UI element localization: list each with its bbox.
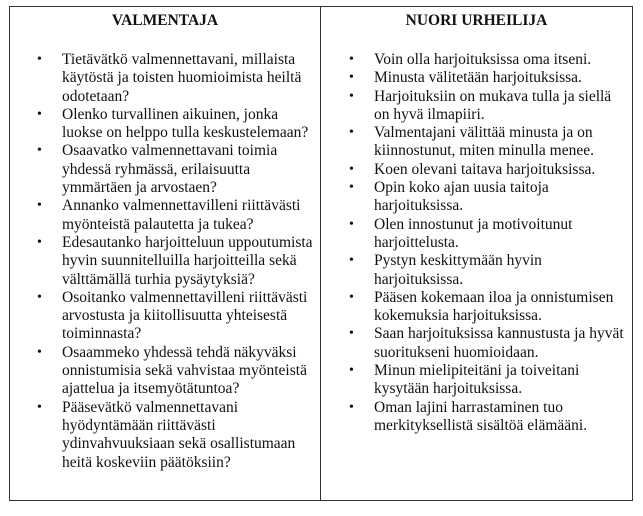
bullet-icon: • — [349, 326, 354, 342]
athlete-statement-list — [321, 51, 626, 435]
list-item — [321, 124, 626, 161]
comparison-table — [9, 6, 633, 501]
list-item-text: Pystyn keskittymään hyvin harjoituksissa. — [374, 252, 542, 288]
list-item — [321, 289, 626, 326]
list-item-text: Edesautanko harjoitteluun uppoutumista hyvin suunnitelluilla harjoitteilla sekä välttämällä turhia pysäytyksiä? — [62, 233, 313, 288]
bullet-icon: • — [349, 180, 354, 196]
list-item-text: Oman lajini harrastaminen tuo merkityksellistä sisältöä elämääni. — [374, 398, 588, 434]
list-item — [321, 161, 626, 179]
list-item-text: Minusta välitetään harjoituksissa. — [374, 69, 582, 87]
list-item — [10, 234, 314, 289]
athlete-column — [321, 7, 632, 500]
list-item — [10, 289, 314, 344]
list-item — [321, 362, 626, 399]
bullet-icon: • — [37, 344, 42, 360]
list-item-text: Olenko turvallinen aikuinen, jonka luokse on helppo tulla keskustelemaan? — [62, 105, 309, 142]
list-item — [10, 106, 314, 143]
list-item — [321, 325, 626, 362]
bullet-icon: • — [37, 289, 42, 305]
list-item — [10, 142, 314, 197]
bullet-icon: • — [349, 253, 354, 269]
list-item-text: Osaammeko yhdessä tehdä näkyväksi onnistumisia sekä vahvistaa myönteistä ajattelua ja itsemyötätuntoa? — [62, 343, 307, 398]
list-item-text: Saan harjoituksissa kannustusta ja hyvät suoritukseni huomioidaan. — [374, 325, 624, 361]
list-item-text: Olen innostunut ja motivoitunut harjoittelusta. — [374, 215, 573, 251]
bullet-icon: • — [349, 363, 354, 379]
list-item-text: Tietävätkö valmennettavani, millaista käytöstä ja toisten huomioimista heiltä odotetaan? — [62, 51, 302, 105]
list-item — [10, 51, 314, 106]
list-item-text: Voin olla harjoituksissa oma itseni. — [374, 51, 592, 68]
list-item — [321, 69, 626, 87]
bullet-icon: • — [349, 216, 354, 232]
bullet-icon: • — [349, 399, 354, 415]
list-item — [10, 344, 314, 399]
list-item-text: Koen olevani taitava harjoituksissa. — [374, 160, 596, 178]
coach-question-list — [10, 51, 314, 472]
list-item — [321, 88, 626, 125]
list-item-text: Valmentajani välittää minusta ja on kiinnostunut, miten minulla menee. — [374, 124, 594, 160]
bullet-icon: • — [349, 289, 354, 305]
list-item — [321, 179, 626, 216]
bullet-icon: • — [349, 125, 354, 141]
list-item-text: Harjoituksiin on mukava tulla ja siellä on hyvä ilmapiiri. — [374, 87, 612, 123]
bullet-icon: • — [37, 399, 42, 415]
list-item-text: Osaavatko valmennettavani toimia yhdessä ryhmässä, erilaisuutta ymmärtäen ja arvostaen? — [62, 142, 278, 197]
bullet-icon: • — [37, 106, 42, 122]
bullet-icon: • — [349, 70, 354, 86]
bullet-icon: • — [37, 234, 42, 250]
list-item-text: Pääsen kokemaan iloa ja onnistumisen kokemuksia harjoituksissa. — [374, 288, 614, 325]
bullet-icon: • — [349, 52, 354, 67]
list-item-text: Pääsevätkö valmennettavani hyödyntämään riittävästi ydinvahvuuksiaan sekä osallistumaan heitä koskeviin päätöksiin? — [62, 398, 296, 471]
list-item — [321, 216, 626, 253]
list-item — [10, 399, 314, 472]
list-item — [321, 252, 626, 289]
list-item-text: Minun mielipiteitäni ja toiveitani kysytään harjoituksissa. — [374, 362, 580, 398]
coach-column-header: VALMENTAJA — [111, 12, 219, 29]
coach-column — [10, 7, 321, 500]
bullet-icon: • — [37, 52, 42, 67]
list-item — [321, 399, 626, 436]
bullet-icon: • — [349, 161, 354, 177]
list-item-text: Osoitanko valmennettavilleni riittävästi arvostusta ja kiitollisuutta yhteisestä toiminnasta? — [62, 288, 308, 343]
bullet-icon: • — [349, 88, 354, 104]
list-item-text: Annanko valmennettavilleni riittävästi myönteistä palautetta ja tukea? — [62, 197, 301, 233]
bullet-icon: • — [37, 198, 42, 214]
bullet-icon: • — [37, 143, 42, 159]
list-item — [10, 197, 314, 234]
list-item — [321, 51, 626, 69]
athlete-column-header: NUORI URHEILIJA — [405, 12, 548, 29]
list-item-text: Opin koko ajan uusia taitoja harjoituksissa. — [374, 179, 549, 215]
